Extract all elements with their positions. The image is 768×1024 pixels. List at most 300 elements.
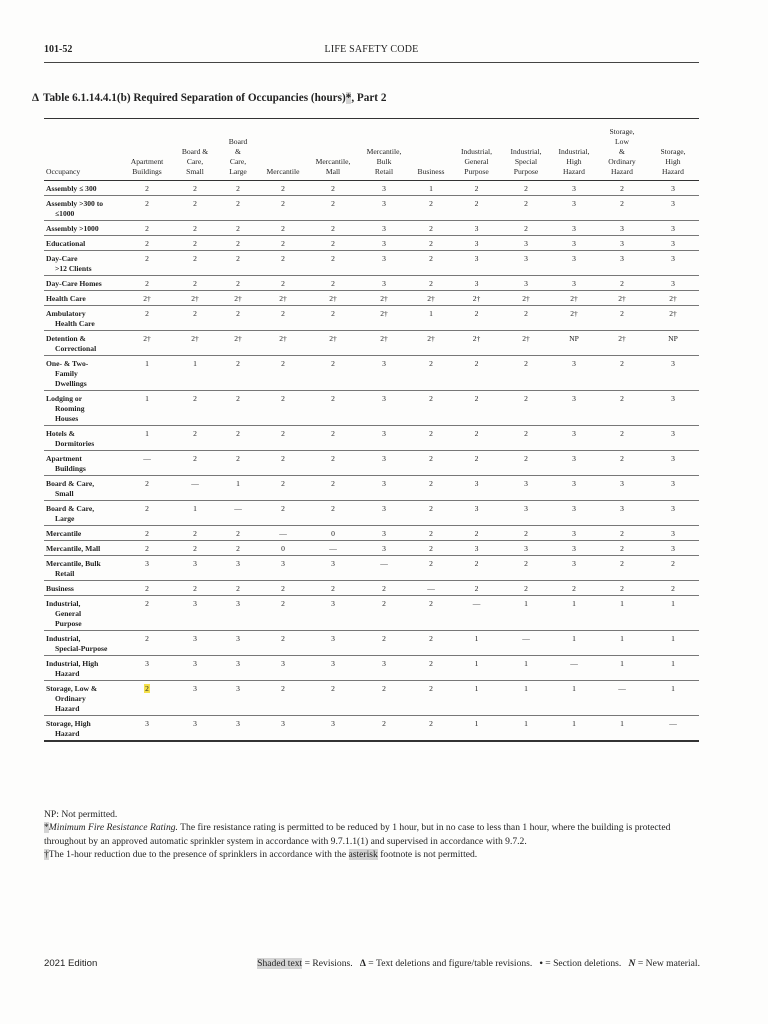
- cell-value: 2: [331, 224, 335, 233]
- table-cell: [308, 251, 358, 276]
- cell-value: 2: [236, 454, 240, 463]
- cell-value: 3: [382, 254, 386, 263]
- cell-value: 2: [382, 584, 386, 593]
- row-header-line: Educational: [46, 239, 86, 248]
- table-cell: [172, 221, 218, 236]
- cell-value: 2: [429, 544, 433, 553]
- cell-value: 3: [671, 184, 675, 193]
- table-cell: [551, 221, 597, 236]
- row-header-line: Dormitories: [55, 439, 95, 448]
- cell-value: 2: [193, 279, 197, 288]
- cell-value: 2: [281, 394, 285, 403]
- table-cell: [308, 291, 358, 306]
- row-header-line: Hazard: [55, 669, 80, 678]
- cell-value: 2: [145, 479, 149, 488]
- table-cell: [122, 196, 172, 221]
- table-cell: [308, 181, 358, 196]
- row-header: [44, 391, 122, 426]
- table-cell: [501, 596, 551, 631]
- column-header-line: Purpose: [464, 167, 489, 176]
- cell-value: 2: [620, 359, 624, 368]
- table-cell: [410, 656, 452, 681]
- table-cell: [452, 276, 501, 291]
- cell-value: 2: [331, 239, 335, 248]
- table-cell: [410, 581, 452, 596]
- table-cell: [647, 221, 699, 236]
- row-header-line: Correctional: [55, 344, 97, 353]
- cell-value: 3: [671, 254, 675, 263]
- row-header-line: Large: [55, 514, 75, 523]
- table-cell: [551, 631, 597, 656]
- table-cell: [501, 716, 551, 742]
- cell-value: 2†: [618, 294, 626, 303]
- cell-value: 3: [382, 224, 386, 233]
- table-cell: [122, 631, 172, 656]
- table-row: [44, 426, 699, 451]
- cell-value: 2: [524, 429, 528, 438]
- table-cell: [308, 581, 358, 596]
- cell-value: 3: [572, 224, 576, 233]
- table-cell: [597, 451, 647, 476]
- cell-value: 3: [572, 544, 576, 553]
- table-cell: [122, 501, 172, 526]
- table-cell: [410, 276, 452, 291]
- table-cell: [551, 196, 597, 221]
- cell-value: 2†: [279, 294, 287, 303]
- cell-value: 2: [620, 584, 624, 593]
- cell-value: 2: [145, 239, 149, 248]
- table-cell: [308, 501, 358, 526]
- cell-value: 3: [331, 559, 335, 568]
- column-header-line: Board &: [181, 147, 209, 156]
- table-cell: [501, 656, 551, 681]
- row-header-line: Health Care: [55, 319, 95, 328]
- cell-value: 2: [281, 634, 285, 643]
- row-header-line: Lodging or: [46, 394, 83, 403]
- cell-value: 2: [281, 239, 285, 248]
- row-header: [44, 306, 122, 331]
- row-header-line: Dwellings: [55, 379, 87, 388]
- row-header-line: Hazard: [55, 729, 80, 738]
- table-cell: [647, 656, 699, 681]
- cell-value: 2†: [234, 294, 242, 303]
- table-cell: [647, 596, 699, 631]
- table-cell: [501, 451, 551, 476]
- cell-value: —: [570, 659, 578, 668]
- table-cell: [218, 221, 258, 236]
- column-header-line: High: [665, 157, 681, 166]
- table-cell: [410, 251, 452, 276]
- table-row: [44, 306, 699, 331]
- column-header-line: Buildings: [132, 167, 162, 176]
- table-row: [44, 581, 699, 596]
- table-cell: [308, 556, 358, 581]
- table-cell: [308, 426, 358, 451]
- table-row: [44, 236, 699, 251]
- table-cell: [358, 501, 410, 526]
- table-cell: [501, 221, 551, 236]
- row-header: [44, 356, 122, 391]
- cell-value: 1: [474, 659, 479, 668]
- table-cell: [452, 391, 501, 426]
- table-cell: [358, 196, 410, 221]
- cell-value: 2: [236, 224, 240, 233]
- table-cell: [122, 656, 172, 681]
- table-cell: [597, 596, 647, 631]
- table-cell: [597, 391, 647, 426]
- cell-value: 2: [193, 429, 197, 438]
- row-header: [44, 276, 122, 291]
- row-header-line: Hazard: [55, 704, 80, 713]
- table-cell: [172, 541, 218, 556]
- table-cell: [172, 556, 218, 581]
- row-header: [44, 331, 122, 356]
- cell-value: 2: [281, 184, 285, 193]
- cell-value: 3: [671, 224, 675, 233]
- table-cell: [551, 426, 597, 451]
- cell-value: 3: [474, 479, 479, 488]
- table-cell: [410, 526, 452, 541]
- table-cell: [122, 541, 172, 556]
- table-cell: [172, 181, 218, 196]
- cell-value: 2: [429, 454, 433, 463]
- table-cell: [452, 291, 501, 306]
- table-row: [44, 251, 699, 276]
- cell-value: 2: [331, 479, 335, 488]
- cell-value: 1: [474, 684, 479, 693]
- table-cell: [597, 221, 647, 236]
- row-header: [44, 236, 122, 251]
- table-cell: [647, 526, 699, 541]
- column-header: [551, 119, 597, 181]
- table-cell: [172, 196, 218, 221]
- table-cell: [122, 391, 172, 426]
- cell-value: 2: [281, 584, 285, 593]
- cell-value: 1: [524, 719, 528, 728]
- cell-value: 2: [572, 584, 576, 593]
- table-cell: [308, 541, 358, 556]
- row-header-line: Industrial, High: [46, 659, 99, 668]
- table-cell: [218, 631, 258, 656]
- table-cell: [218, 556, 258, 581]
- cell-value: 3: [671, 429, 675, 438]
- cell-value: 3: [524, 279, 528, 288]
- cell-value: 3: [671, 359, 675, 368]
- cell-value: 2: [524, 359, 528, 368]
- cell-value: 2: [193, 224, 197, 233]
- cell-value: 2: [382, 719, 386, 728]
- table-cell: [358, 356, 410, 391]
- cell-value: 3: [193, 684, 197, 693]
- cell-value: 2: [429, 239, 433, 248]
- table-cell: [122, 596, 172, 631]
- cell-value: 3: [145, 659, 149, 668]
- table-cell: [597, 716, 647, 742]
- cell-value: —: [143, 454, 151, 463]
- column-header-line: Board: [228, 137, 248, 146]
- cell-value: 2: [474, 584, 479, 593]
- table-cell: [647, 426, 699, 451]
- table-cell: [258, 236, 308, 251]
- table-cell: [597, 306, 647, 331]
- row-header-line: Mercantile, Bulk: [46, 559, 101, 568]
- table-cell: [172, 681, 218, 716]
- table-cell: [218, 451, 258, 476]
- column-header-line: General: [464, 157, 489, 166]
- legend-shaded-sample: Shaded text: [257, 958, 303, 969]
- table-row: [44, 331, 699, 356]
- cell-value: 1: [193, 504, 197, 513]
- table-cell: [647, 476, 699, 501]
- row-header-line: ≤1000: [55, 209, 75, 218]
- table-cell: [551, 236, 597, 251]
- cell-value: 2: [429, 394, 433, 403]
- cell-value: 2: [474, 394, 479, 403]
- table-cell: [597, 331, 647, 356]
- cell-value: 2: [429, 719, 433, 728]
- cell-value: 1: [524, 684, 528, 693]
- cell-value: 1: [671, 634, 675, 643]
- column-header: [452, 119, 501, 181]
- cell-value: 2: [620, 454, 624, 463]
- table-cell: [452, 526, 501, 541]
- revision-legend: [257, 958, 700, 969]
- cell-value: 3: [524, 254, 528, 263]
- table-cell: [308, 451, 358, 476]
- cell-value: 1: [474, 719, 479, 728]
- cell-value: 2: [193, 239, 197, 248]
- cell-value: 2: [474, 429, 479, 438]
- table-cell: [597, 476, 647, 501]
- row-header: [44, 221, 122, 236]
- table-cell: [122, 331, 172, 356]
- note-dagger: [44, 848, 704, 861]
- table-cell: [597, 631, 647, 656]
- row-header: [44, 581, 122, 596]
- cell-value: 2†: [329, 334, 337, 343]
- cell-value: 3: [572, 184, 576, 193]
- cell-value: 3: [382, 429, 386, 438]
- table-cell: [258, 476, 308, 501]
- cell-value: 1: [572, 599, 576, 608]
- table-caption: [32, 92, 386, 104]
- table-row: [44, 541, 699, 556]
- table-cell: [551, 251, 597, 276]
- column-header-line: Hazard: [662, 167, 684, 176]
- cell-value: 3: [671, 529, 675, 538]
- cell-value: —: [618, 684, 626, 693]
- table-cell: [358, 556, 410, 581]
- table-cell: [358, 716, 410, 742]
- column-header-line: Care,: [229, 157, 247, 166]
- cell-value: 2†: [472, 294, 481, 303]
- table-cell: [501, 291, 551, 306]
- table-cell: [258, 451, 308, 476]
- asterisk-link[interactable]: *: [345, 92, 352, 104]
- page-footer: [44, 958, 704, 972]
- table-cell: [122, 681, 172, 716]
- cell-value: 3: [572, 359, 576, 368]
- table-cell: [122, 251, 172, 276]
- column-header-line: &: [619, 147, 625, 156]
- cell-value: 2: [429, 254, 433, 263]
- column-header-line: Mercantile: [266, 167, 300, 176]
- table-cell: [218, 196, 258, 221]
- cell-value: 2: [524, 224, 528, 233]
- cell-value: 2: [145, 584, 149, 593]
- column-header: [358, 119, 410, 181]
- cell-value: 3: [572, 479, 576, 488]
- table-cell: [258, 276, 308, 291]
- cell-value: 3: [145, 719, 149, 728]
- table-cell: [597, 541, 647, 556]
- table-cell: [452, 331, 501, 356]
- table-cell: [597, 236, 647, 251]
- row-header: [44, 181, 122, 196]
- table-cell: [218, 581, 258, 596]
- table-cell: [647, 276, 699, 291]
- cell-value: 2: [193, 544, 197, 553]
- cell-value: 2: [429, 659, 433, 668]
- row-header: [44, 251, 122, 276]
- cell-value: 3: [524, 544, 528, 553]
- table-cell: [218, 356, 258, 391]
- cell-value: 3: [382, 454, 386, 463]
- table-cell: [172, 331, 218, 356]
- table-cell: [308, 276, 358, 291]
- cell-value: 3: [193, 634, 197, 643]
- row-header-line: Day-Care Homes: [46, 279, 102, 288]
- table-cell: [551, 306, 597, 331]
- row-header-line: One- & Two-: [46, 359, 89, 368]
- table-cell: [308, 356, 358, 391]
- dagger-text-post: footnote is not permitted.: [377, 848, 478, 860]
- cell-value: 2: [193, 184, 197, 193]
- cell-value: 1: [620, 599, 624, 608]
- row-header: [44, 426, 122, 451]
- table-cell: [647, 306, 699, 331]
- cell-value: 3: [331, 659, 335, 668]
- table-cell: [410, 236, 452, 251]
- table-cell: [452, 306, 501, 331]
- row-header-line: Apartment: [46, 454, 82, 463]
- cell-value: 3: [671, 394, 675, 403]
- cell-value: 3: [524, 504, 528, 513]
- cell-value: 3: [671, 479, 675, 488]
- cell-value: 2†: [234, 334, 242, 343]
- cell-value: 1: [620, 659, 624, 668]
- cell-value: 2†: [380, 309, 388, 318]
- table-cell: [501, 501, 551, 526]
- table-cell: [308, 391, 358, 426]
- table-cell: [501, 276, 551, 291]
- table-cell: [501, 196, 551, 221]
- table-cell: [258, 306, 308, 331]
- cell-value: 2: [524, 584, 528, 593]
- table-cell: [308, 196, 358, 221]
- table-cell: [358, 596, 410, 631]
- cell-value: 2: [620, 544, 624, 553]
- table-row: [44, 631, 699, 656]
- column-header-line: Small: [186, 167, 204, 176]
- cell-value: 2: [671, 559, 675, 568]
- row-header-line: General: [55, 609, 82, 618]
- table-row: [44, 681, 699, 716]
- table-cell: [597, 501, 647, 526]
- row-header-line: >12 Clients: [55, 264, 92, 273]
- table-cell: [308, 331, 358, 356]
- table-row: [44, 221, 699, 236]
- note-asterisk: [44, 821, 704, 848]
- column-header-line: Ordinary: [608, 157, 636, 166]
- cell-value: 2: [331, 684, 335, 693]
- cell-value: 2: [236, 309, 240, 318]
- table-cell: [218, 391, 258, 426]
- table-cell: [172, 656, 218, 681]
- cell-value: 2: [524, 199, 528, 208]
- cell-value: NP: [569, 334, 579, 343]
- table-cell: [410, 556, 452, 581]
- cell-value: 2: [620, 429, 624, 438]
- table-cell: [218, 426, 258, 451]
- table-cell: [358, 426, 410, 451]
- table-cell: [358, 656, 410, 681]
- row-header-line: Industrial,: [46, 599, 81, 608]
- cell-value: 3: [382, 394, 386, 403]
- cell-value: 3: [620, 479, 624, 488]
- cell-value: 2†: [427, 334, 435, 343]
- column-header-line: Low: [615, 137, 629, 146]
- table-cell: [258, 581, 308, 596]
- table-cell: [122, 236, 172, 251]
- cell-value: 2: [474, 309, 479, 318]
- table-cell: [452, 476, 501, 501]
- cell-value: —: [234, 504, 242, 513]
- cell-value: 2†: [279, 334, 287, 343]
- note-np: NP: Not permitted.: [44, 809, 118, 820]
- cell-value: 2: [474, 199, 479, 208]
- table-cell: [501, 356, 551, 391]
- legend-new-desc: = New material.: [635, 958, 700, 969]
- table-cell: [452, 656, 501, 681]
- table-cell: [597, 251, 647, 276]
- row-header: [44, 196, 122, 221]
- cell-value: 2: [429, 559, 433, 568]
- table-cell: [551, 451, 597, 476]
- cell-value: 3: [281, 659, 285, 668]
- table-cell: [258, 291, 308, 306]
- table-cell: [452, 236, 501, 251]
- table-cell: [218, 596, 258, 631]
- table-cell: [172, 276, 218, 291]
- cell-value: 1: [524, 659, 528, 668]
- cell-value: 2: [524, 309, 528, 318]
- cell-value: 2: [620, 279, 624, 288]
- cell-value: 3: [382, 239, 386, 248]
- cell-value: 3: [382, 359, 386, 368]
- row-header-line: Ordinary: [55, 694, 86, 703]
- cell-value: 2: [236, 394, 240, 403]
- table-cell: [551, 526, 597, 541]
- table-cell: [358, 331, 410, 356]
- table-cell: [501, 526, 551, 541]
- table-cell: [258, 251, 308, 276]
- table-body: [44, 181, 699, 742]
- cell-value: 2: [331, 394, 335, 403]
- table-cell: [501, 681, 551, 716]
- column-header-line: Hazard: [611, 167, 633, 176]
- cell-value: 3: [382, 279, 386, 288]
